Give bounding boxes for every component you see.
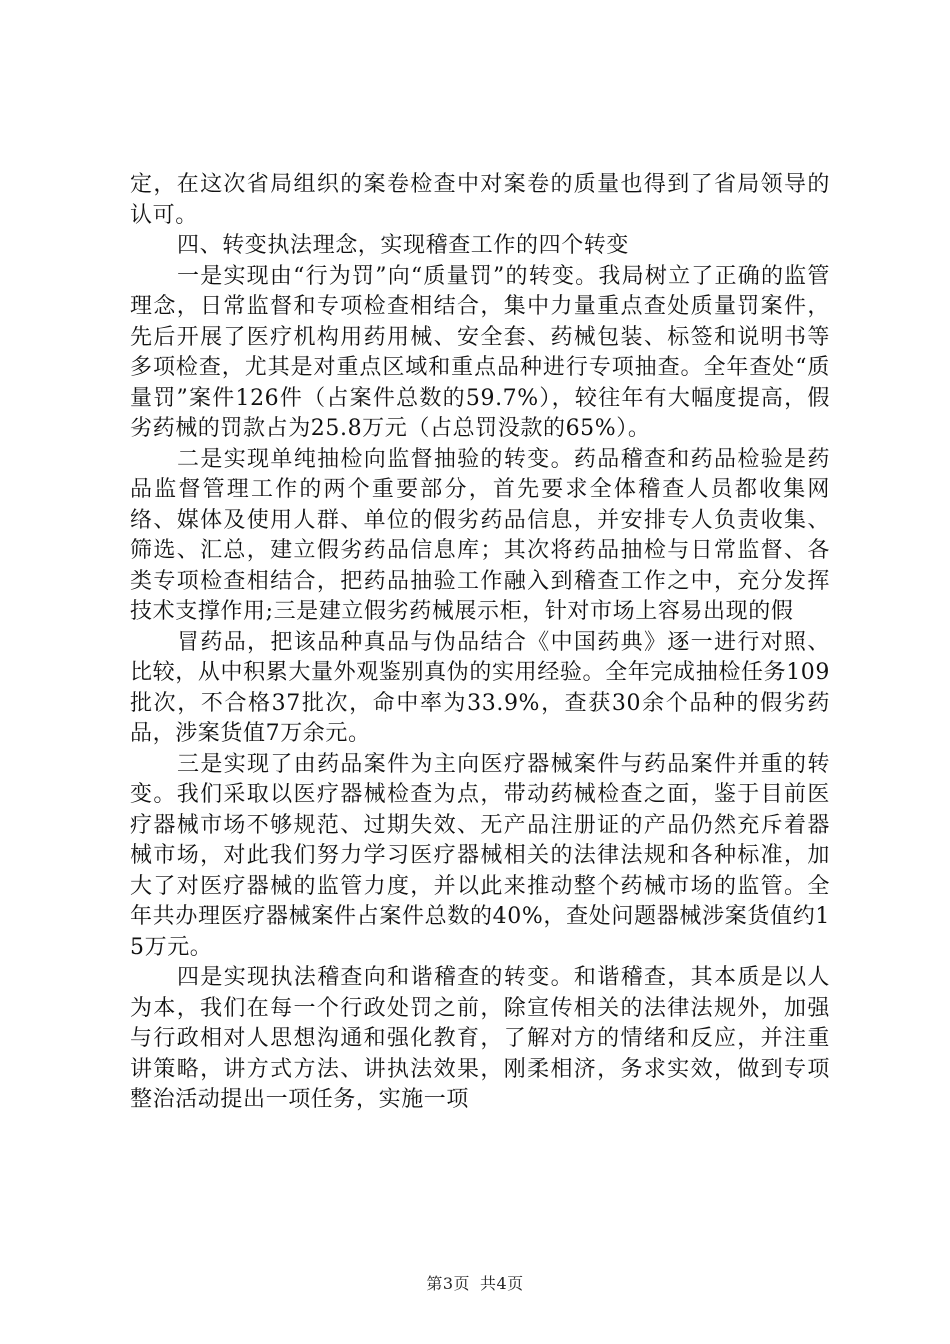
paragraph-item-1: 一是实现由“行为罚”向“质量罚”的转变。我局树立了正确的监管理念，日常监督和专项检查相结合，集中力量重点查处质量罚案件，先后开展了医疗机构用药用械、安全套、药械包装、标签和说明书等多项检查，尤其是对重点区域和重点品种进行专项抽查。全年查处“质量罚”案件126件（占案件总数的59.7%），较往年有大幅度提高，假劣药械的罚款占为25.8万元（占总罚没款的65%）。 [130, 263, 830, 441]
paragraph-item-2: 二是实现单纯抽检向监督抽验的转变。药品稽查和药品检验是药品监督管理工作的两个重要部分，首先要求全体稽查人员都收集网络、媒体及使用人群、单位的假劣药品信息，并安排专人负责收集、筛选、汇总，建立假劣药品信息库；其次将药品抽检与日常监督、各类专项检查相结合，把药品抽验工作融入到稽查工作之中，充分发挥技术支撑作用;三是建立假劣药械展示柜，针对市场上容易出现的假 [130, 446, 830, 624]
paragraph-item-3: 三是实现了由药品案件为主向医疗器械案件与药品案件并重的转变。我们采取以医疗器械检查为点，带动药械检查之面，鉴于目前医疗器械市场不够规范、过期失效、无产品注册证的产品仍然充斥着器械市场，对此我们努力学习医疗器械相关的法律法规和各种标准，加大了对医疗器械的监管力度，并以此来推动整个药械市场的监管。全年共办理医疗器械案件占案件总数的40%，查处问题器械涉案货值约15万元。 [130, 751, 830, 960]
paragraph-item-4: 四是实现执法稽查向和谐稽查的转变。和谐稽查，其本质是以人为本，我们在每一个行政处罚之前，除宣传相关的法律法规外，加强与行政相对人思想沟通和强化教育，了解对方的情绪和反应，并注重讲策略，讲方式方法、讲执法效果，刚柔相济，务求实效，做到专项整治活动提出一项任务，实施一项 [130, 965, 830, 1112]
page-total: 共4页 [480, 1274, 524, 1293]
paragraph-item-2-continued: 冒药品，把该品种真品与伪品结合《中国药典》逐一进行对照、比较，从中积累大量外观鉴别真伪的实用经验。全年完成抽检任务109批次，不合格37批次，命中率为33.9%，查获30余个品种的假劣药品，涉案货值7万余元。 [130, 629, 830, 746]
paragraph-continuation: 定，在这次省局组织的案卷检查中对案卷的质量也得到了省局领导的认可。 [130, 172, 830, 228]
page-footer [0, 1274, 950, 1294]
document-body [130, 170, 830, 1116]
section-heading: 四、转变执法理念，实现稽查工作的四个转变 [177, 233, 630, 258]
page-number: 第3页 [426, 1274, 470, 1293]
